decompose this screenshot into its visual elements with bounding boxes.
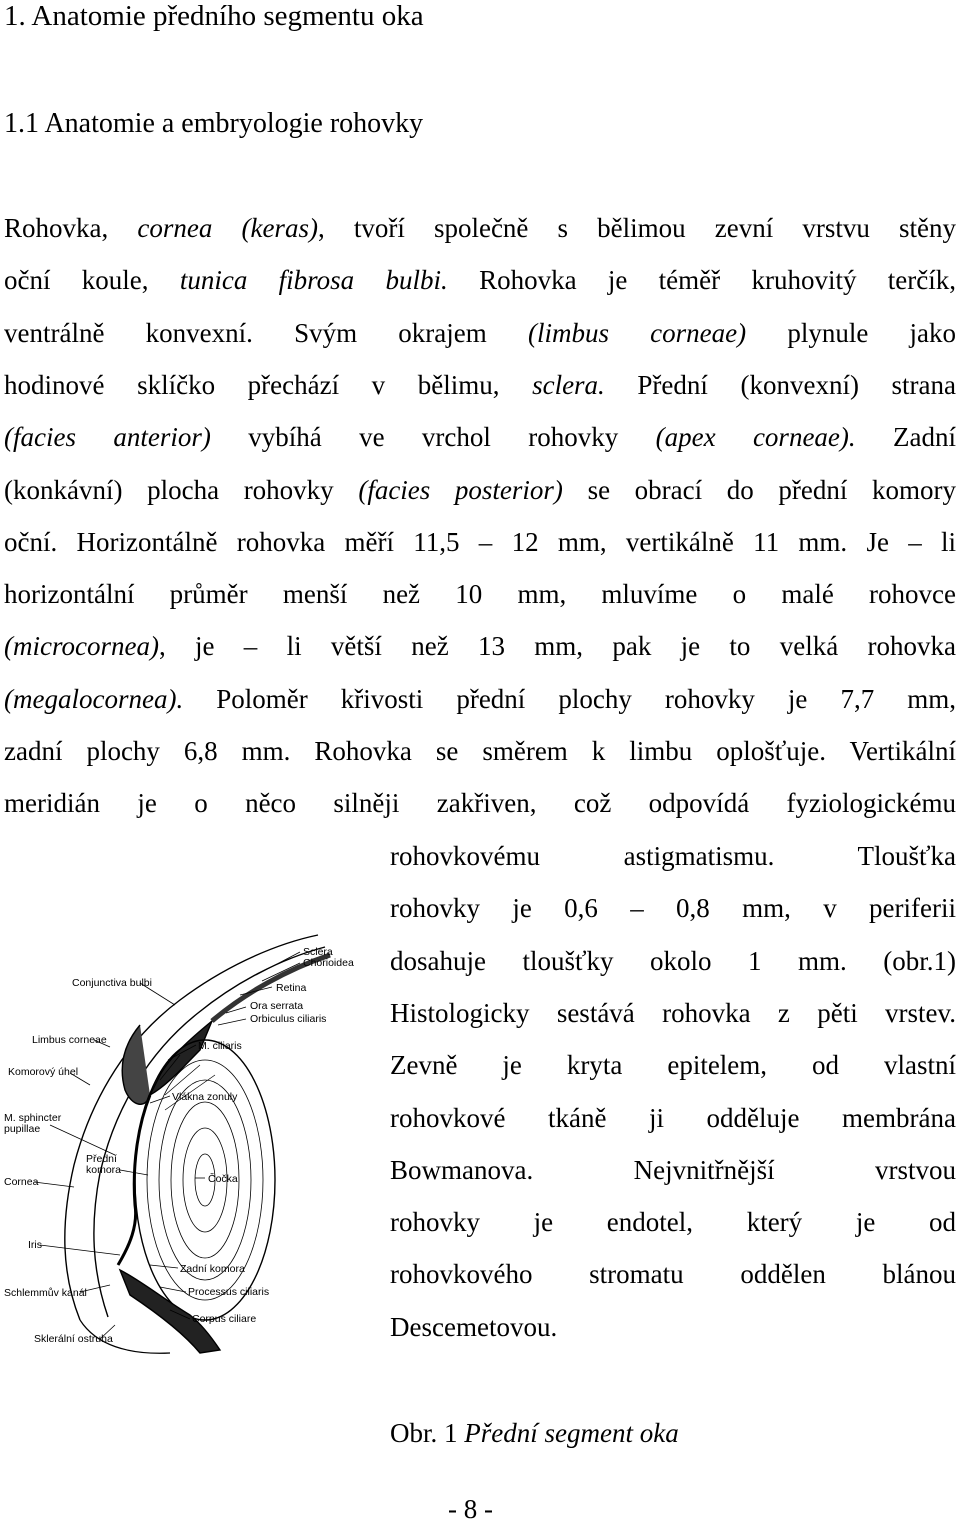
body-line (4, 787, 956, 819)
column-line: Bowmanova. Nejvnitřnější vrstvou (390, 1154, 956, 1185)
italic-term: (limbus corneae) (527, 317, 747, 348)
label-sphincter-1: M. sphincter (4, 1112, 62, 1124)
label-ora-serrata: Ora serrata (250, 1000, 304, 1012)
label-limbus: Limbus corneae (32, 1034, 107, 1046)
caption-title: Přední segment oka (464, 1418, 679, 1448)
text-run: Přední (konvexní) strana (604, 369, 956, 400)
label-sclera: Sclera (303, 946, 333, 958)
text-run: se obrací do přední komory (562, 474, 957, 505)
label-predni-1: Přední (86, 1153, 117, 1165)
label-zadni-komora: Zadní komora (180, 1263, 245, 1275)
figure-iris (118, 1095, 150, 1265)
italic-term: (facies posterior) (358, 474, 563, 505)
body-line (4, 369, 956, 401)
italic-term: (apex corneae). (655, 422, 856, 453)
label-komorovy-uhel: Komorový úhel (8, 1066, 79, 1078)
italic-term: sclera. (532, 369, 605, 400)
text-run: ventrálně konvexní. Svým okrajem (4, 317, 528, 348)
label-skleralni: Sklerální ostruha (34, 1333, 113, 1345)
body-line (4, 212, 956, 244)
body-line (4, 526, 956, 558)
italic-term: tunica fibrosa bulbi. (179, 265, 448, 296)
figure-caption (390, 1417, 679, 1449)
body-line (4, 683, 956, 715)
label-corpus: Corpus ciliare (192, 1313, 257, 1325)
text-run: Zadní (855, 422, 957, 453)
caption-prefix: Obr. 1 (390, 1418, 465, 1448)
text-run: Rohovka, (4, 213, 138, 243)
body-line (4, 578, 956, 610)
label-orbiculus: Orbiculus ciliaris (250, 1013, 327, 1025)
body-line (4, 474, 956, 506)
text-run: horizontální průměr menší než 10 mm, mluvíme o malé rohovce (4, 579, 956, 610)
column-line: rohovkovému astigmatismu. Tloušťka (390, 841, 956, 871)
column-line: Descemetovou. (390, 1311, 558, 1342)
body-line (4, 264, 956, 296)
body-line (4, 630, 956, 662)
column-line: rohovky je endotel, který je od (390, 1207, 956, 1238)
label-cornea: Cornea (4, 1176, 39, 1188)
text-run: , tvoří společně s bělimou zevní vrstvu stěny (317, 213, 956, 243)
label-iris: Iris (28, 1239, 42, 1251)
column-line: rohovkové tkáně ji odděluje membrána (390, 1102, 956, 1133)
text-run: plynule jako (746, 317, 956, 348)
text-run: oční. Horizontálně rohovka měří 11,5 – 12 mm, vertikálně 11 mm. Je – li (4, 526, 956, 557)
body-line (4, 317, 956, 349)
italic-term: (megalocornea). (4, 683, 184, 714)
anterior-segment-figure (0, 925, 380, 1355)
text-run: vybíhá ve vrchol rohovky (210, 422, 656, 453)
label-predni-2: komora (86, 1164, 122, 1176)
italic-term: cornea (keras) (137, 213, 318, 243)
italic-term: (microcornea) (4, 631, 159, 662)
column-line: Histologicky sestává rohovka z pěti vrstev. (390, 997, 956, 1028)
label-cocka: Čočka (208, 1173, 238, 1185)
body-line (4, 735, 956, 767)
label-vlakna: Vlákna zonuly (172, 1091, 238, 1103)
column-line: dosahuje tloušťky okolo 1 mm. (obr.1) (390, 945, 956, 976)
column-line: rohovky je 0,6 – 0,8 mm, v periferii (390, 893, 956, 924)
text-run: hodinové sklíčko přechází v bělimu, (4, 369, 533, 400)
label-conjunctiva: Conjunctiva bulbi (72, 977, 152, 989)
text-run: Poloměr křivosti přední plochy rohovky je 7,7 mm, (183, 683, 956, 714)
text-run: , je – li větší než 13 mm, pak je to velká rohovka (158, 631, 956, 662)
column-line: Zevně je kryta epitelem, od vlastní (390, 1050, 956, 1081)
text-run: (konkávní) plocha rohovky (4, 474, 359, 505)
text-run: oční koule, (4, 265, 180, 296)
label-processus: Processus ciliaris (188, 1286, 270, 1298)
label-chorioidea: Chorioidea (303, 957, 354, 969)
text-run: meridián je o něco silněji zakřiven, což odpovídá fyziologickému (4, 788, 956, 819)
page-number: - 8 - (448, 1494, 493, 1524)
chapter-heading: 1. Anatomie předního segmentu oka (4, 0, 424, 32)
text-run: zadní plochy 6,8 mm. Rohovka se směrem k limbu oplošťuje. Vertikální (4, 736, 956, 766)
section-heading: 1.1 Anatomie a embryologie rohovky (4, 108, 424, 139)
label-sphincter-2: pupillae (4, 1123, 41, 1135)
label-retina: Retina (276, 982, 307, 994)
text-run: Rohovka je téměř kruhovitý terčík, (447, 265, 956, 296)
label-ciliaris: M. ciliaris (198, 1040, 242, 1052)
label-schlemm: Schlemmův kanál (4, 1287, 87, 1299)
column-line: rohovkového stromatu oddělen blánou (390, 1259, 956, 1290)
body-line (4, 421, 956, 453)
italic-term: (facies anterior) (4, 422, 211, 453)
